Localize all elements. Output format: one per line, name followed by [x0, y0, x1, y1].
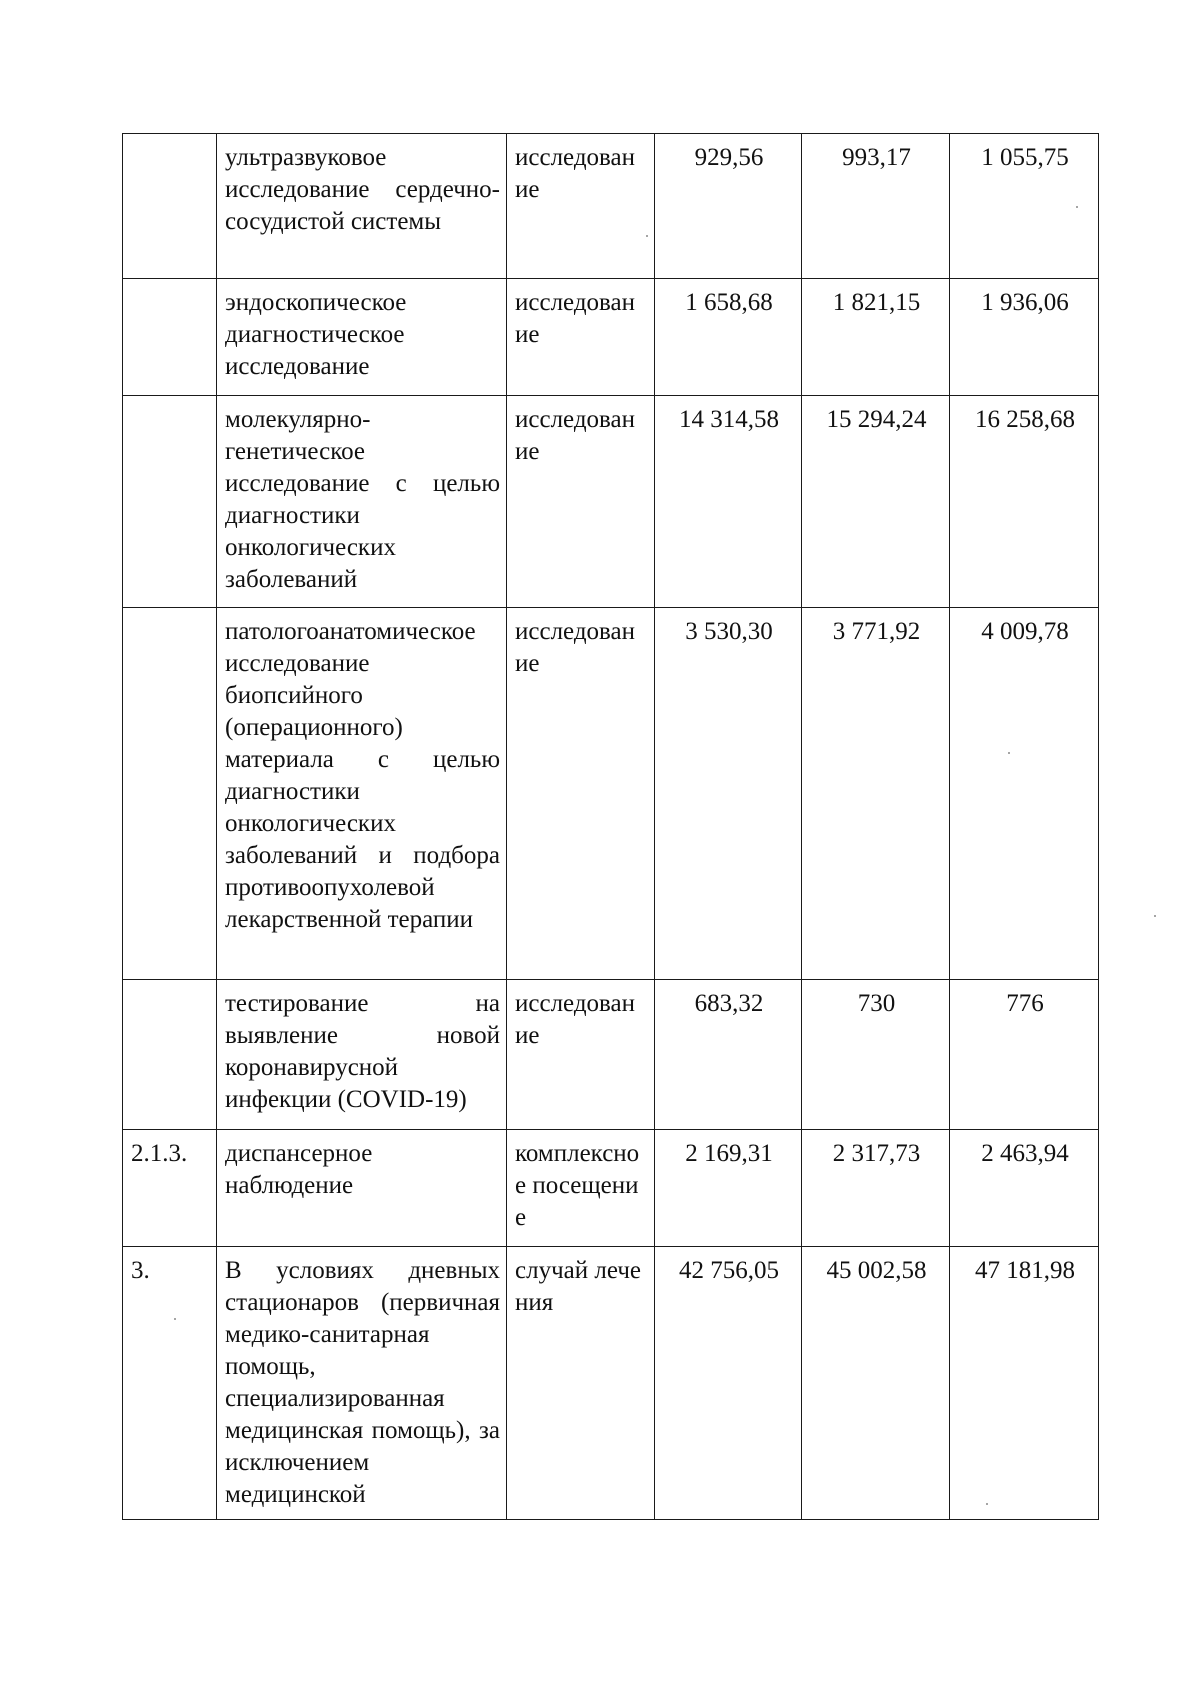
table-row [123, 1130, 1099, 1247]
table-row [123, 608, 1099, 980]
value-year-1: 2 169,31 [655, 1130, 802, 1247]
table-row [123, 134, 1099, 279]
value-year-1: 1 658,68 [655, 279, 802, 396]
table-row [123, 279, 1099, 396]
value-year-2: 2 317,73 [802, 1130, 950, 1247]
value-year-2: 15 294,24 [802, 396, 950, 608]
value-year-1: 14 314,58 [655, 396, 802, 608]
value-year-2: 1 821,15 [802, 279, 950, 396]
scan-speck [1076, 206, 1078, 208]
value-year-1: 929,56 [655, 134, 802, 279]
value-year-3: 16 258,68 [950, 396, 1099, 608]
value-year-3: 2 463,94 [950, 1130, 1099, 1247]
value-year-1: 42 756,05 [655, 1247, 802, 1520]
row-number [123, 396, 217, 608]
table-row [123, 1247, 1099, 1520]
unit-of-measure: исследование [507, 980, 655, 1130]
tariff-table [122, 133, 1099, 1520]
service-description: эндоскопическое диагностическое исследование [217, 279, 507, 396]
row-number [123, 980, 217, 1130]
row-number: 3. [123, 1247, 217, 1520]
row-number [123, 134, 217, 279]
value-year-2: 45 002,58 [802, 1247, 950, 1520]
row-number: 2.1.3. [123, 1130, 217, 1247]
value-year-3: 47 181,98 [950, 1247, 1099, 1520]
value-year-3: 1 055,75 [950, 134, 1099, 279]
value-year-2: 993,17 [802, 134, 950, 279]
unit-of-measure: исследование [507, 608, 655, 980]
service-description: диспансерное наблюдение [217, 1130, 507, 1247]
value-year-3: 776 [950, 980, 1099, 1130]
value-year-1: 3 530,30 [655, 608, 802, 980]
table-row [123, 396, 1099, 608]
service-description: патологоанатомическое исследование биопсийного (операционного) материала с целью диагностики онкологических заболеваний и подбора противоопухолевой лекарственной терапии [217, 608, 507, 980]
unit-of-measure: исследование [507, 279, 655, 396]
scan-speck [646, 235, 648, 237]
service-description: В условиях дневных стационаров (первичная медико-санитарная помощь, специализированная медицинская помощь), за исключением медицинской [217, 1247, 507, 1520]
scan-speck [1008, 752, 1010, 754]
value-year-2: 3 771,92 [802, 608, 950, 980]
table-row [123, 980, 1099, 1130]
row-number [123, 279, 217, 396]
unit-of-measure: исследование [507, 396, 655, 608]
scan-speck [1154, 915, 1156, 917]
scan-speck [174, 1318, 176, 1320]
unit-of-measure: исследование [507, 134, 655, 279]
service-description: ультразвуковое исследование сердечно-сосудистой системы [217, 134, 507, 279]
service-description: тестирование на выявление новой коронавирусной инфекции (COVID-19) [217, 980, 507, 1130]
value-year-1: 683,32 [655, 980, 802, 1130]
scan-speck [986, 1503, 988, 1505]
value-year-3: 1 936,06 [950, 279, 1099, 396]
unit-of-measure: случай лечения [507, 1247, 655, 1520]
value-year-3: 4 009,78 [950, 608, 1099, 980]
row-number [123, 608, 217, 980]
service-description: молекулярно-генетическое исследование с целью диагностики онкологических заболеваний [217, 396, 507, 608]
unit-of-measure: комплексное посещение [507, 1130, 655, 1247]
value-year-2: 730 [802, 980, 950, 1130]
